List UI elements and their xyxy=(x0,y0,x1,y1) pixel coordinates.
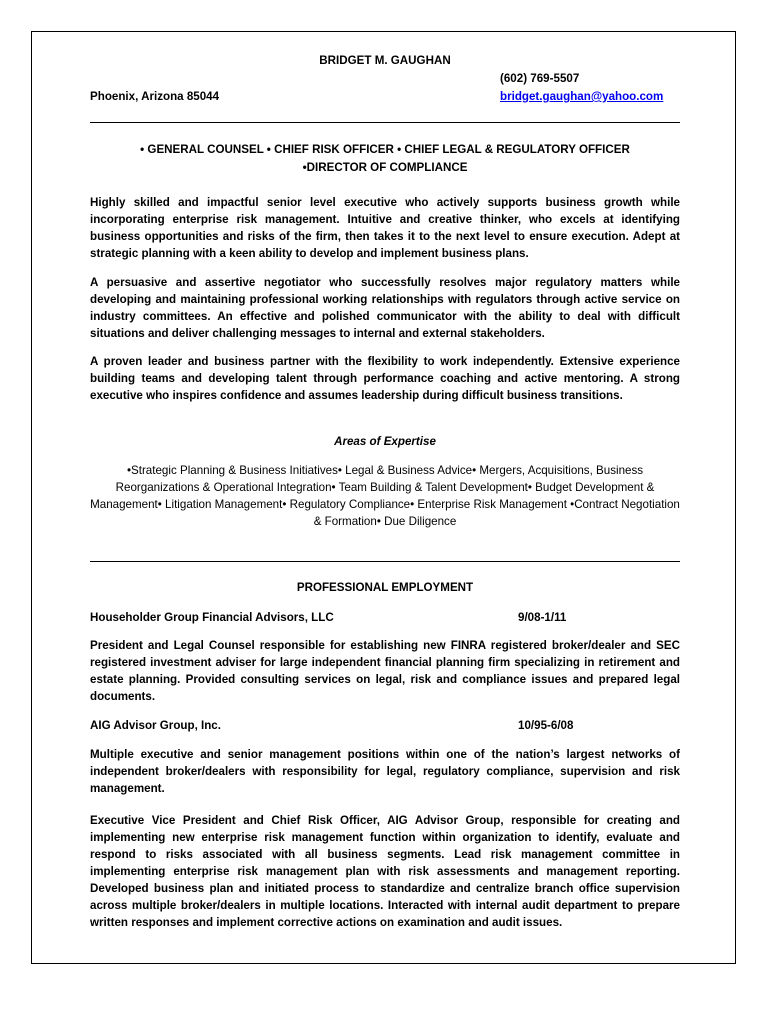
job-company: Householder Group Financial Advisors, LLC xyxy=(90,611,334,624)
job-description: Multiple executive and senior management positions within one of the nation’s largest networks of independent broker/dealers with responsibility for legal, regulatory compliance, supervision and risk management. xyxy=(90,748,680,795)
job-company: AIG Advisor Group, Inc. xyxy=(90,719,221,732)
job-dates: 10/95-6/08 xyxy=(518,719,574,732)
summary-paragraph: A proven leader and business partner with the flexibility to work independently. Extensive experience building teams and developing talent through performance coaching and active mentoring. A strong executive who inspires confidence and assumes leadership during difficult business transitions. xyxy=(90,355,680,402)
job-description: Executive Vice President and Chief Risk Officer, AIG Advisor Group, responsible for creating and implementing new enterprise risk management function within organization to identify, evaluate and respond to risks associated with all business segments. Lead risk management committee in implementing enterprise risk management plan with risk assessments and management reporting. Developed business plan and initiated process to standardize and centralize branch office supervision across multiple broker/dealers in multiple locations. Interacted with internal audit department to prepare written responses and implement corrective actions on examination and audit issues. xyxy=(90,814,680,929)
headline-titles-2: •DIRECTOR OF COMPLIANCE xyxy=(302,161,468,174)
expertise-heading: Areas of Expertise xyxy=(334,435,436,448)
summary-paragraph: A persuasive and assertive negotiator who successfully resolves major regulatory matters while developing and maintaining professional working relationships with regulators through active service on industry committees. An effective and polished communicator with the ability to deal with difficult situations and deliver challenging messages to internal and external stakeholders. xyxy=(90,276,680,340)
summary-paragraph: Highly skilled and impactful senior level executive who actively supports business growth while incorporating enterprise risk management. Intuitive and creative thinker, who excels at identifying business opportunities and risks of the firm, then takes it to the next level to ensure execution. Adept at strategic planning with a keen ability to develop and implement business plans. xyxy=(90,196,680,260)
header-divider xyxy=(90,122,680,123)
expertise-list: •Strategic Planning & Business Initiatives• Legal & Business Advice• Mergers, Acquisitions, Business Reorganizations & Operational Integration• Team Building & Talent Development• Budget Development & Management• Litigation Management• Regulatory Compliance• Enterprise Risk Management •Contract Negotiation & Formation• Due Diligence xyxy=(90,464,680,528)
job-dates: 9/08-1/11 xyxy=(518,611,567,624)
city-address: Phoenix, Arizona 85044 xyxy=(90,90,220,103)
section-divider xyxy=(90,561,680,562)
candidate-name: BRIDGET M. GAUGHAN xyxy=(319,54,451,67)
headline-titles: • GENERAL COUNSEL • CHIEF RISK OFFICER • CHIEF LEGAL & REGULATORY OFFICER xyxy=(140,143,630,156)
job-description: President and Legal Counsel responsible for establishing new FINRA registered broker/dealer and SEC registered investment adviser for large independent financial planning firm specializing in retirement and estate planning. Provided consulting services on legal, risk and compliance issues and prepared legal documents. xyxy=(90,639,680,703)
email-link[interactable]: bridget.gaughan@yahoo.com xyxy=(500,90,664,103)
employment-heading: PROFESSIONAL EMPLOYMENT xyxy=(296,581,474,594)
phone-number: (602) 769-5507 xyxy=(500,72,580,85)
